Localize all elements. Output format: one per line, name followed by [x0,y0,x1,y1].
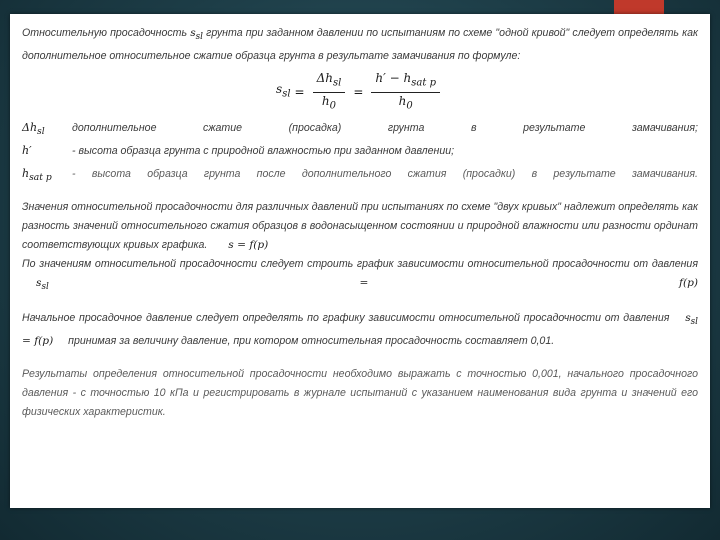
paragraph-definition [22,24,698,66]
p2-formula: s = f(p) [228,238,269,251]
document-text [22,24,698,422]
document-page [10,14,710,508]
definition-text: - высота образца грунта с природной влажностью при заданном давлении; [72,145,455,158]
p4-text-before: Начальное просадочное давление следует определять по графику зависимости относительной просадочности от давления [22,311,670,324]
corner-accent [614,0,664,14]
definition-text: - высота образца грунта после дополнительного сжатия (просадки) в результате замачивания. [72,168,698,181]
definition-row-2 [22,141,698,164]
formula-lhs: $s_{sl}$ [276,82,291,100]
paragraph-results [22,365,698,422]
fraction-1: $\frac{\Delta h_{sl}}{h_0}$ [313,71,346,113]
definition-row-3 [22,164,698,187]
definition-symbol: h′ [22,144,32,158]
paragraph-two-curves [22,198,698,255]
p4-text-after: принимая за величину давление, при котором относительная просадочность составляет 0,01. [68,334,555,347]
p2-text: Значения относительной просадочности для различных давлений при испытаниях по схеме "двух кривых" надлежит определять как разность значений относительного сжатия образцов в водонасыщенном состоянии и природной влажности или разности ординат соответствующих кривых графика. [22,200,698,251]
definition-symbol: $\Delta h_{sl}$ [22,121,45,138]
p1-text-before: Относительную просадочность [22,27,188,39]
paragraph-initial-pressure [22,309,698,351]
formula-equals-2: = [353,84,364,99]
paragraph-graph [22,255,698,297]
formula-equals-1: = [294,84,305,99]
p5-text: Результаты определения относительной просадочности необходимо выражать с точностью 0,001, начального просадочного давления - с точностью 10 кПа и регистрировать в журнале испытаний с указанием наименования вида грунта и значений его физических характеристик. [22,367,698,418]
fraction-2: $\frac{h' - h_{sat p}}{h_0}$ [371,71,440,113]
definition-text: дополнительное сжатие (просадка) грунта в результате замачивания; [72,122,698,135]
definition-symbol: $h_{sat p}$ [22,167,52,184]
formula-block [22,66,698,118]
p3-text: По значениям относительной просадочности следует строить график зависимости относительной просадочности от давления [22,257,698,270]
p3-formula: $s_{sl} = f(p)$ [36,276,699,292]
ssl-symbol: $s_{sl}$ [190,27,203,43]
p1-text-after: грунта при заданном давлении по испытаниям по схеме "одной кривой" следует определять как дополнительное относительное сжатие образца грунта в результате замачивания по формуле: [22,27,698,63]
definition-row-1 [22,118,698,141]
p4-formula: $s_{sl} = f(p)$ [22,311,698,347]
